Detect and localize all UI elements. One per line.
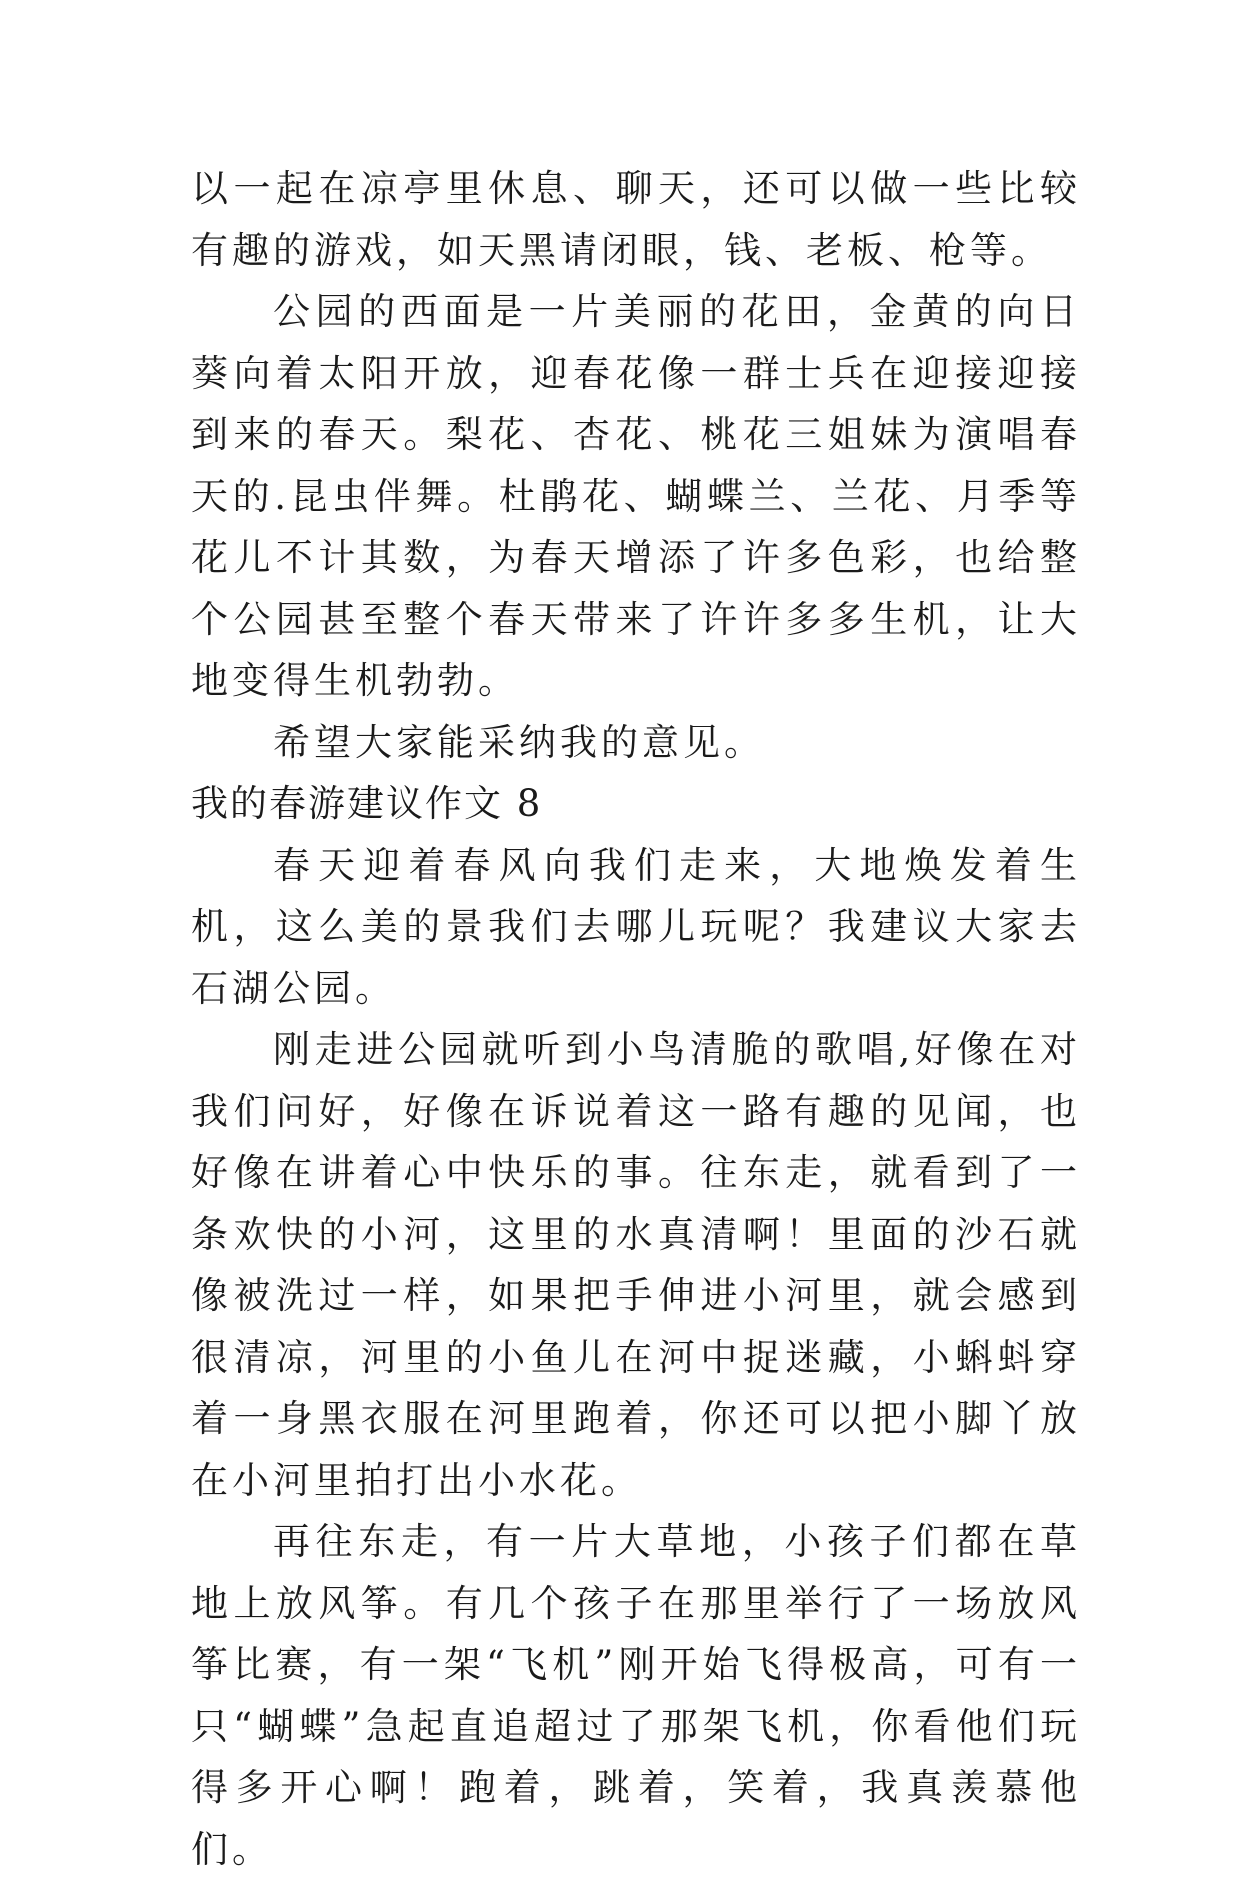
paragraph-closing-wish: 希望大家能采纳我的意见。 bbox=[273, 720, 765, 764]
paragraph-flower-field: 公园的西面是一片美丽的花田，金黄的向日葵向着太阳开放，迎春花像一群士兵在迎接迎接到来的春天。梨花、杏花、桃花三姐妹为演唱春天的.昆虫伴舞。杜鹃花、蝴蝶兰、兰花、月季等花儿不计其数，为春天增添了许多色彩，也给整个公园甚至整个春天带来了许许多多生机，让大地变得生机勃勃。 bbox=[191, 290, 1081, 702]
paragraph-kites: 再往东走，有一片大草地，小孩子们都在草地上放风筝。有几个孩子在那里举行了一场放风筝比赛，有一架“飞机”刚开始飞得极高，可有一只“蝴蝶”急起直追超过了那架飞机，你看他们玩得多开心啊！跑着，跳着，笑着，我真羡慕他们。 bbox=[191, 1520, 1081, 1871]
paragraph-games: 以一起在凉亭里休息、聊天，还可以做一些比较有趣的游戏，如天黑请闭眼，钱、老板、枪等。 bbox=[191, 167, 1081, 272]
paragraph-intro: 春天迎着春风向我们走来，大地焕发着生机，这么美的景我们去哪儿玩呢？我建议大家去石湖公园。 bbox=[191, 843, 1081, 1010]
essay-title: 我的春游建议作文 8 bbox=[191, 782, 543, 825]
paragraph-river: 刚走进公园就听到小鸟清脆的歌唱,好像在对我们问好，好像在诉说着这一路有趣的见闻，也好像在讲着心中快乐的事。往东走，就看到了一条欢快的小河，这里的水真清啊！里面的沙石就像被洗过一样，如果把手伸进小河里，就会感到很清凉，河里的小鱼儿在河中捉迷藏，小蝌蚪穿着一身黑衣服在河里跑着，你还可以把小脚丫放在小河里拍打出小水花。 bbox=[191, 1028, 1081, 1502]
document-body bbox=[191, 158, 1081, 1880]
